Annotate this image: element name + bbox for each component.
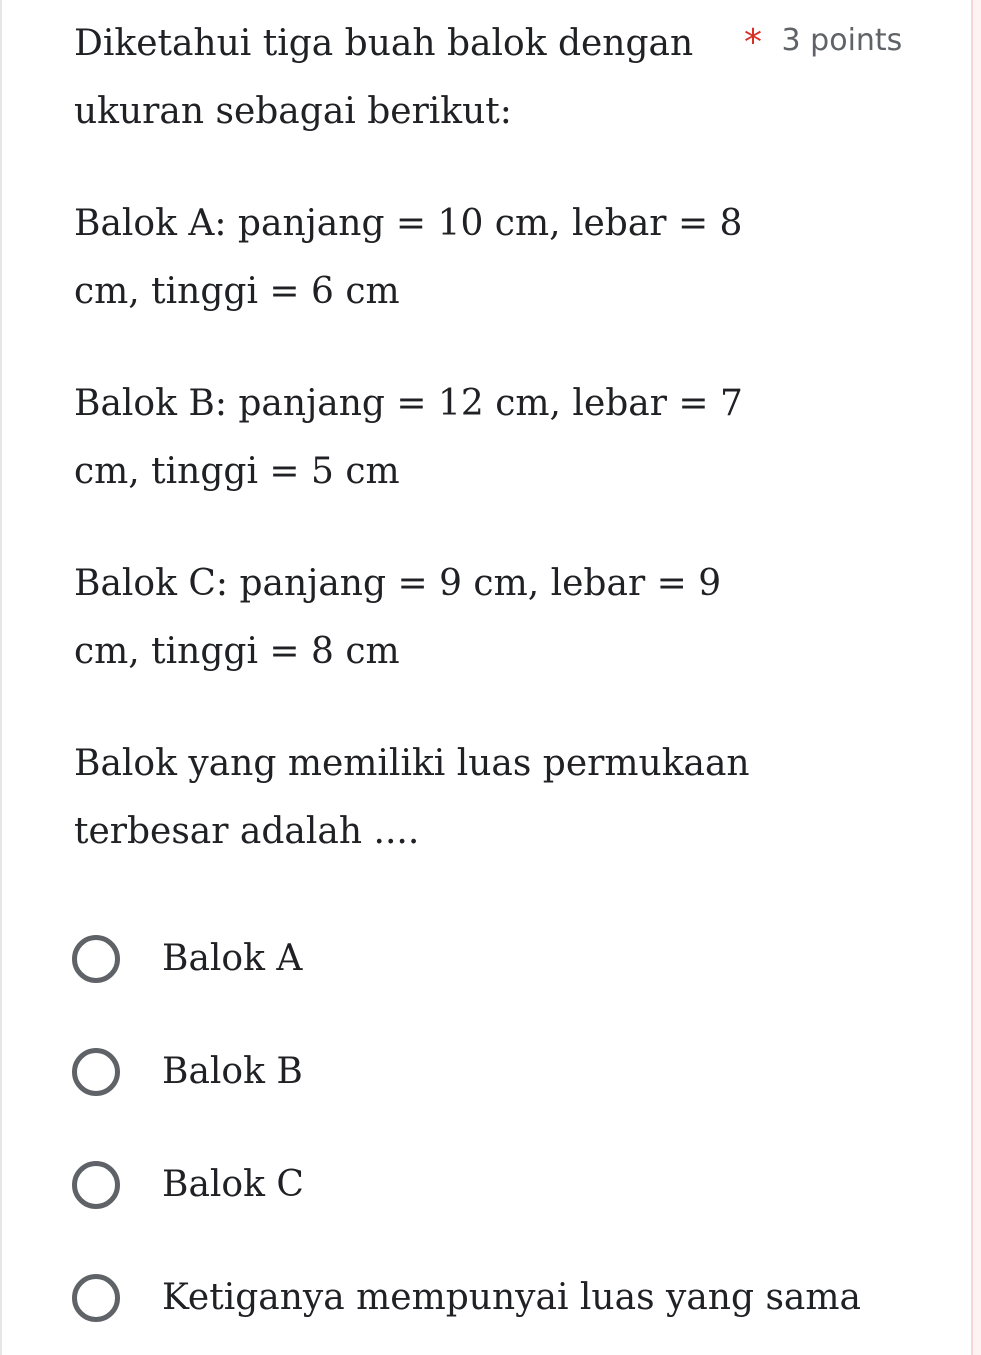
option-balok-c[interactable] bbox=[72, 1154, 952, 1216]
option-label: Balok B bbox=[162, 1051, 303, 1092]
radio-button[interactable] bbox=[72, 935, 120, 983]
option-same-area[interactable] bbox=[72, 1267, 952, 1329]
question-balok-c: Balok C: panjang = 9 cm, lebar = 9 cm, tinggi = 8 cm bbox=[74, 563, 722, 672]
points-label: 3 points bbox=[781, 23, 903, 58]
radio-button[interactable] bbox=[72, 1274, 120, 1322]
page-edge bbox=[971, 0, 981, 1355]
radio-button[interactable] bbox=[72, 1161, 120, 1209]
required-asterisk: * bbox=[744, 22, 762, 63]
question-balok-a: Balok A: panjang = 10 cm, lebar = 8 cm, tinggi = 6 cm bbox=[74, 203, 743, 312]
option-balok-b[interactable] bbox=[72, 1041, 952, 1103]
question-prompt: Balok yang memiliki luas permukaan terbesar adalah .... bbox=[74, 743, 750, 852]
answer-options bbox=[72, 928, 952, 1355]
radio-button[interactable] bbox=[72, 1048, 120, 1096]
option-label: Balok A bbox=[162, 938, 303, 979]
option-balok-a[interactable] bbox=[72, 928, 952, 990]
question-text bbox=[74, 10, 754, 910]
option-label: Ketiganya mempunyai luas yang sama bbox=[162, 1277, 861, 1318]
option-label: Balok C bbox=[162, 1164, 304, 1205]
question-intro: Diketahui tiga buah balok dengan ukuran sebagai berikut: bbox=[74, 23, 694, 132]
question-balok-b: Balok B: panjang = 12 cm, lebar = 7 cm, tinggi = 5 cm bbox=[74, 383, 743, 492]
points-indicator bbox=[744, 18, 903, 63]
